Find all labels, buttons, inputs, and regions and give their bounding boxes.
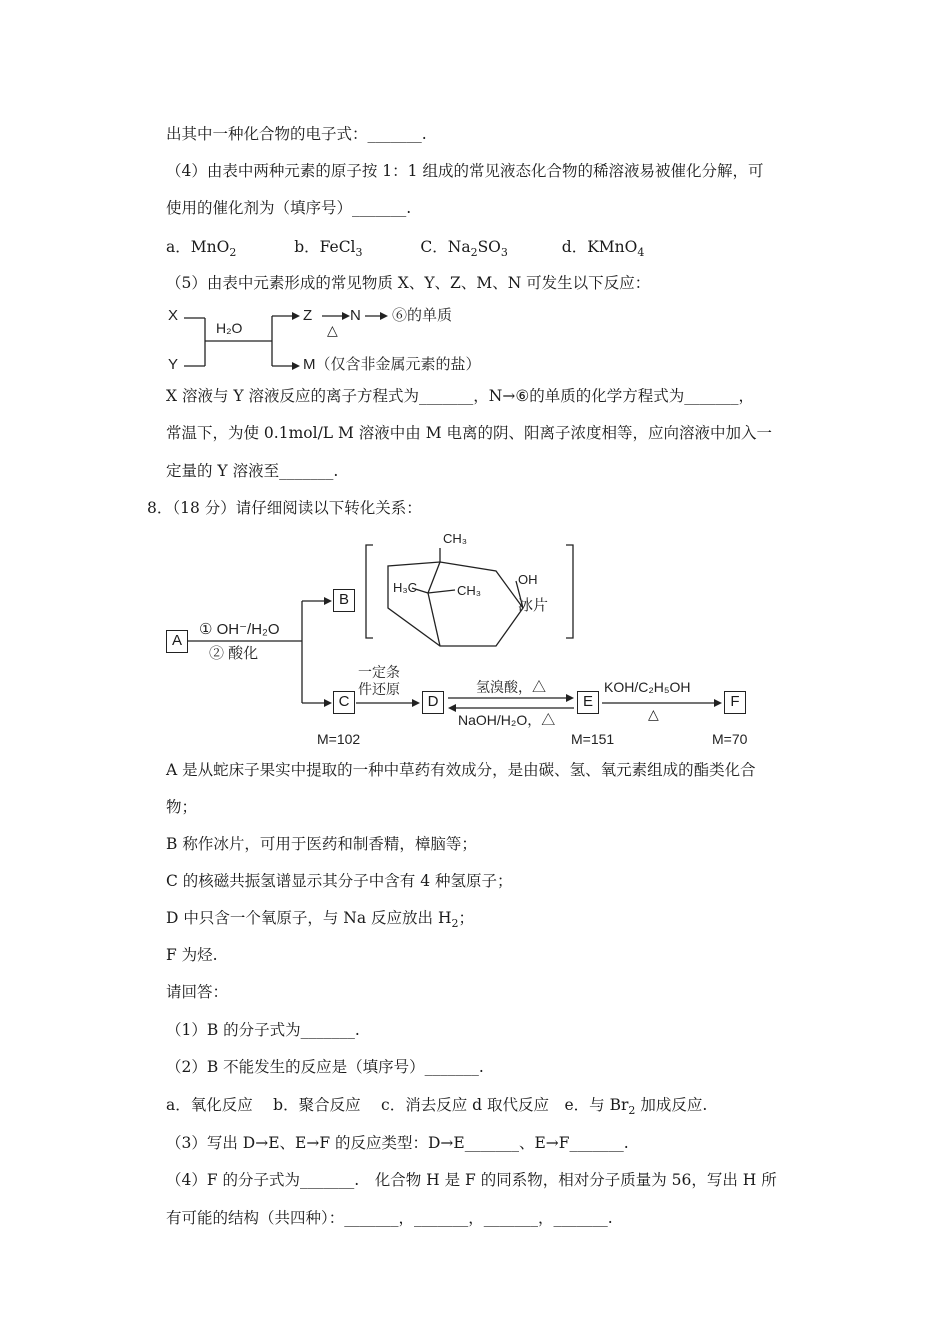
reduction-condition-1: 一定条: [358, 664, 400, 680]
sub-question-4-line-2: 有可能的结构（共四种）：_______，_______，_______，_______.: [166, 1209, 613, 1227]
info-a-line-1: A 是从蛇床子果实中提取的一种中草药有效成分，是由碳、氢、氧元素组成的酯类化合: [166, 761, 756, 779]
q7-part5-line-1: X 溶液与 Y 溶液反应的离子方程式为_______，N→⑥的单质的化学方程式为_______，: [166, 387, 754, 405]
q7-part5-line-3: 定量的 Y 溶液至_______.: [166, 462, 339, 480]
mass-f: M=70: [712, 731, 748, 747]
q7-line-1: 出其中一种化合物的电子式：_______.: [166, 125, 427, 143]
compound-e-box: E: [577, 691, 599, 714]
mass-e: M=151: [571, 731, 615, 747]
sub-question-1: （1）B 的分子式为_______.: [166, 1021, 360, 1039]
methyl-right: CH₃: [457, 583, 482, 598]
naoh-condition: NaOH/H₂O，△: [458, 712, 556, 728]
reduction-condition-2: 件还原: [358, 681, 400, 697]
koh-heat-symbol: △: [648, 706, 659, 722]
n-label: N: [350, 307, 361, 324]
x-label: X: [168, 307, 179, 324]
sub-question-2-options: a．氧化反应 b．聚合反应 c．消去反应 d 取代反应 e．与 $Br_2$ 加成反应.: [166, 1096, 708, 1117]
ask-prompt: 请回答：: [166, 983, 229, 1001]
water-label: H₂O: [216, 320, 243, 336]
element6-product: ⑥的单质: [392, 307, 453, 324]
compound-d-box: D: [422, 691, 444, 714]
mass-c: M=102: [317, 731, 361, 747]
methyl-top: CH₃: [443, 531, 468, 546]
compound-c-box: C: [333, 691, 355, 714]
sub-question-4-line-1: （4）F 的分子式为_______. 化合物 H 是 F 的同系物，相对分子质量为 56，写出 H 所: [166, 1171, 777, 1189]
hbr-condition: 氢溴酸，△: [476, 679, 546, 695]
compound-f-box: F: [724, 691, 746, 714]
acidify-condition: ② 酸化: [209, 645, 259, 662]
methyl-left: H₃C: [393, 580, 418, 595]
q7-part4-line-2: 使用的催化剂为（填序号）_______.: [166, 199, 412, 217]
q7-part5-intro: （5）由表中元素形成的常见物质 X、Y、Z、M、N 可发生以下反应：: [166, 274, 651, 292]
q7-part4-line-1: （4）由表中两种元素的原子按 1：1 组成的常见液态化合物的稀溶液易被催化分解，可: [166, 162, 764, 180]
hydroxyl-group: OH: [518, 572, 538, 587]
info-b: B 称作冰片，可用于医药和制香精，樟脑等；: [166, 835, 477, 853]
option-a: a．MnO$_2$: [166, 238, 237, 259]
compound-a-box: A: [166, 630, 188, 653]
option-d: d．KMnO$_4$: [561, 238, 645, 259]
option-b: b．FeCl$_3$: [294, 238, 363, 259]
q8-title: 8．（18 分）请仔细阅读以下转化关系：: [147, 499, 422, 517]
info-f: F 为烃.: [166, 946, 218, 964]
y-label: Y: [168, 356, 179, 373]
koh-condition: KOH/C₂H₅OH: [604, 679, 691, 695]
info-a-line-2: 物；: [166, 798, 198, 816]
sub-question-2: （2）B 不能发生的反应是（填序号）_______.: [166, 1058, 484, 1076]
m-salt-label: M（仅含非金属元素的盐）: [303, 356, 481, 373]
option-c: C．$Na_2SO_3$: [420, 238, 508, 259]
info-d: D 中只含一个氧原子，与 Na 反应放出 $H_2$；: [166, 909, 474, 930]
hydrolysis-condition: ① OH⁻/H₂O: [199, 621, 280, 638]
sub-question-3: （3）写出 D→E、E→F 的反应类型：D→E_______、E→F_______.: [166, 1134, 629, 1152]
heat-symbol: △: [327, 322, 338, 338]
q7-part5-line-2: 常温下，为使 0.1mol/L M 溶液中由 M 电离的阴、阳离子浓度相等，应向溶液中加入一: [166, 424, 773, 442]
borneol-name: 冰片: [518, 597, 549, 614]
compound-b-box: B: [333, 589, 355, 612]
info-c: C 的核磁共振氢谱显示其分子中含有 4 种氢原子；: [166, 872, 513, 890]
z-label: Z: [303, 307, 313, 324]
